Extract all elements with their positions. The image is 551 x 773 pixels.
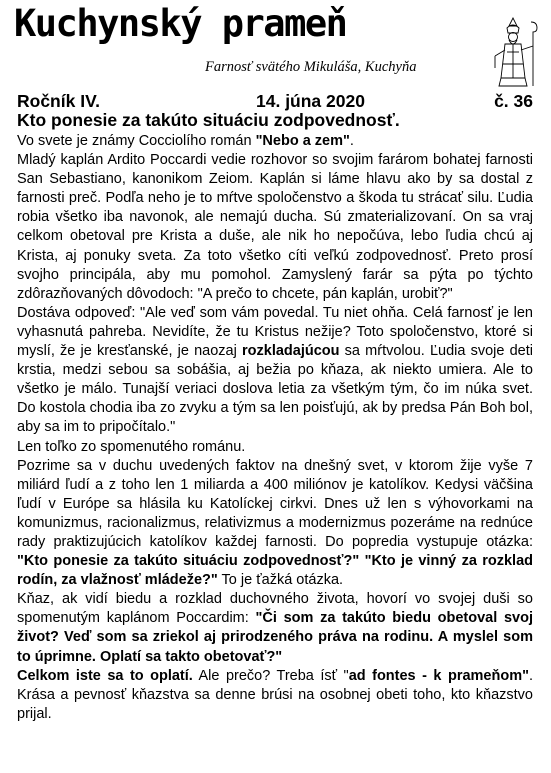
parish-subtitle: Farnosť svätého Mikuláša, Kuchyňa [205, 59, 417, 75]
volume-label: Ročník IV. [17, 91, 100, 111]
newsletter-title: Kuchynský prameň [14, 2, 347, 45]
text: To je ťažká otázka. [217, 572, 344, 589]
text: Dostáva odpoveď: "Ale veď som vám povedal. Tu niet ohňa. Celá farnosť je len vyhasnutá pahreba. Nevidíte, že tu Kristus nežije? Toto spoločenstvo, ktoré si myslí, že je kresťanské, je naozaj [17, 304, 533, 360]
paragraph: Mladý kaplán Ardito Poccardi vedie rozhovor so svojim farárom bohatej farnosti San Sebastiano, kanonikom Zeiom. Kaplán si láme hlavu ako by sa dostal z farnosti preč. Podľa neho je to mŕtve spoločenstvo a škoda tu strácať silu. Ľudia robia všetko iba navonok, ale nemajú ducha. Sú zmaterializovaní. On sa vraj celkom obetoval pre Krista a duše, ale nik ho nepočúva, lebo ľudia chcú aj Krista, aj ponuky sveta. Za toto všetko cíti veľkú zodpovednosť. Preto prosí svojho principála, aby mu pomohol. Zamyslený farár sa pýta po týchto zdôrazňovaných dôvodoch: "A prečo to chcete, pán kaplán, urobiť?" [17, 152, 533, 302]
paragraph [17, 667, 533, 724]
paragraph [17, 590, 533, 666]
emphasis: ad fontes - k prameňom" [348, 667, 529, 684]
text: Vo svete je známy Cocciolího román [17, 133, 256, 149]
text: Kňaz, ak vidí biedu a rozklad duchovného života, hovorí vo svojej duši so spomenutým kaplánom Poccardim: [17, 591, 533, 627]
article-body [17, 132, 533, 724]
novel-title: "Nebo a zem" [255, 133, 350, 149]
issue-number: č. 36 [494, 91, 533, 111]
emphasis: "Či som za takúto biedu obetoval svoj život? Veď som sa zriekol aj prirodzeného práva na rodinu. A myslel som to úprimne. Oplatí sa takto obetovať?" [17, 610, 533, 665]
issue-date: 14. júna 2020 [256, 91, 365, 111]
emphasis: Celkom iste sa to oplatí. [17, 667, 193, 684]
emphasis: rozkladajúcou [242, 343, 340, 360]
text: . [349, 133, 354, 149]
paragraph [17, 457, 533, 591]
text: Ale prečo? Treba ísť " [192, 667, 349, 684]
masthead [0, 0, 551, 92]
text: . Krása a pevnosť kňazstva sa denne brúsi na osobnej obeti toho, kto kňazstvo prijal. [17, 667, 533, 722]
paragraph [17, 304, 533, 438]
saint-nicholas-bishop-icon [487, 16, 543, 90]
emphasis: "Kto ponesie za takúto situáciu zodpovednosť?" "Kto je vinný za rozklad rodín, za vlažnosť mládeže?" [17, 553, 533, 589]
article-headline: Kto ponesie za takúto situáciu zodpovednosť. [17, 110, 400, 130]
text: Pozrime sa v duchu uvedených faktov na dnešný svet, v ktorom žije vyše 7 miliárd ľudí a z toho len 1 miliarda a 400 miliónov je katolíkov. Kedysi väčšina ľudí v Európe sa hlásila ku Katolíckej cirkvi. Dnes už len s výhovorkami na komunizmus, racionalizmus, relativizmus a modernizmus pozeráme na rednúce rady praktizujúcich katolíkov každej farnosti. Do popredia vystupuje otázka: [17, 457, 533, 550]
paragraph: Len toľko zo spomenutého románu. [17, 438, 246, 455]
text: sa mŕtvolou. Ľudia svoje deti krstia, medzi sebou sa sobášia, aj bežia po kňaza, ak niekto umiera. Ale to všetko je málo. Tunajší veriaci doslova letia za všetkým tým, čo im núka svet. Do kostola chodia iba zo zvyku a tým sa len poisťujú, ak by predsa Pán Boh bol, aby sa im to pripočítalo." [17, 343, 533, 436]
paragraph [17, 132, 533, 151]
